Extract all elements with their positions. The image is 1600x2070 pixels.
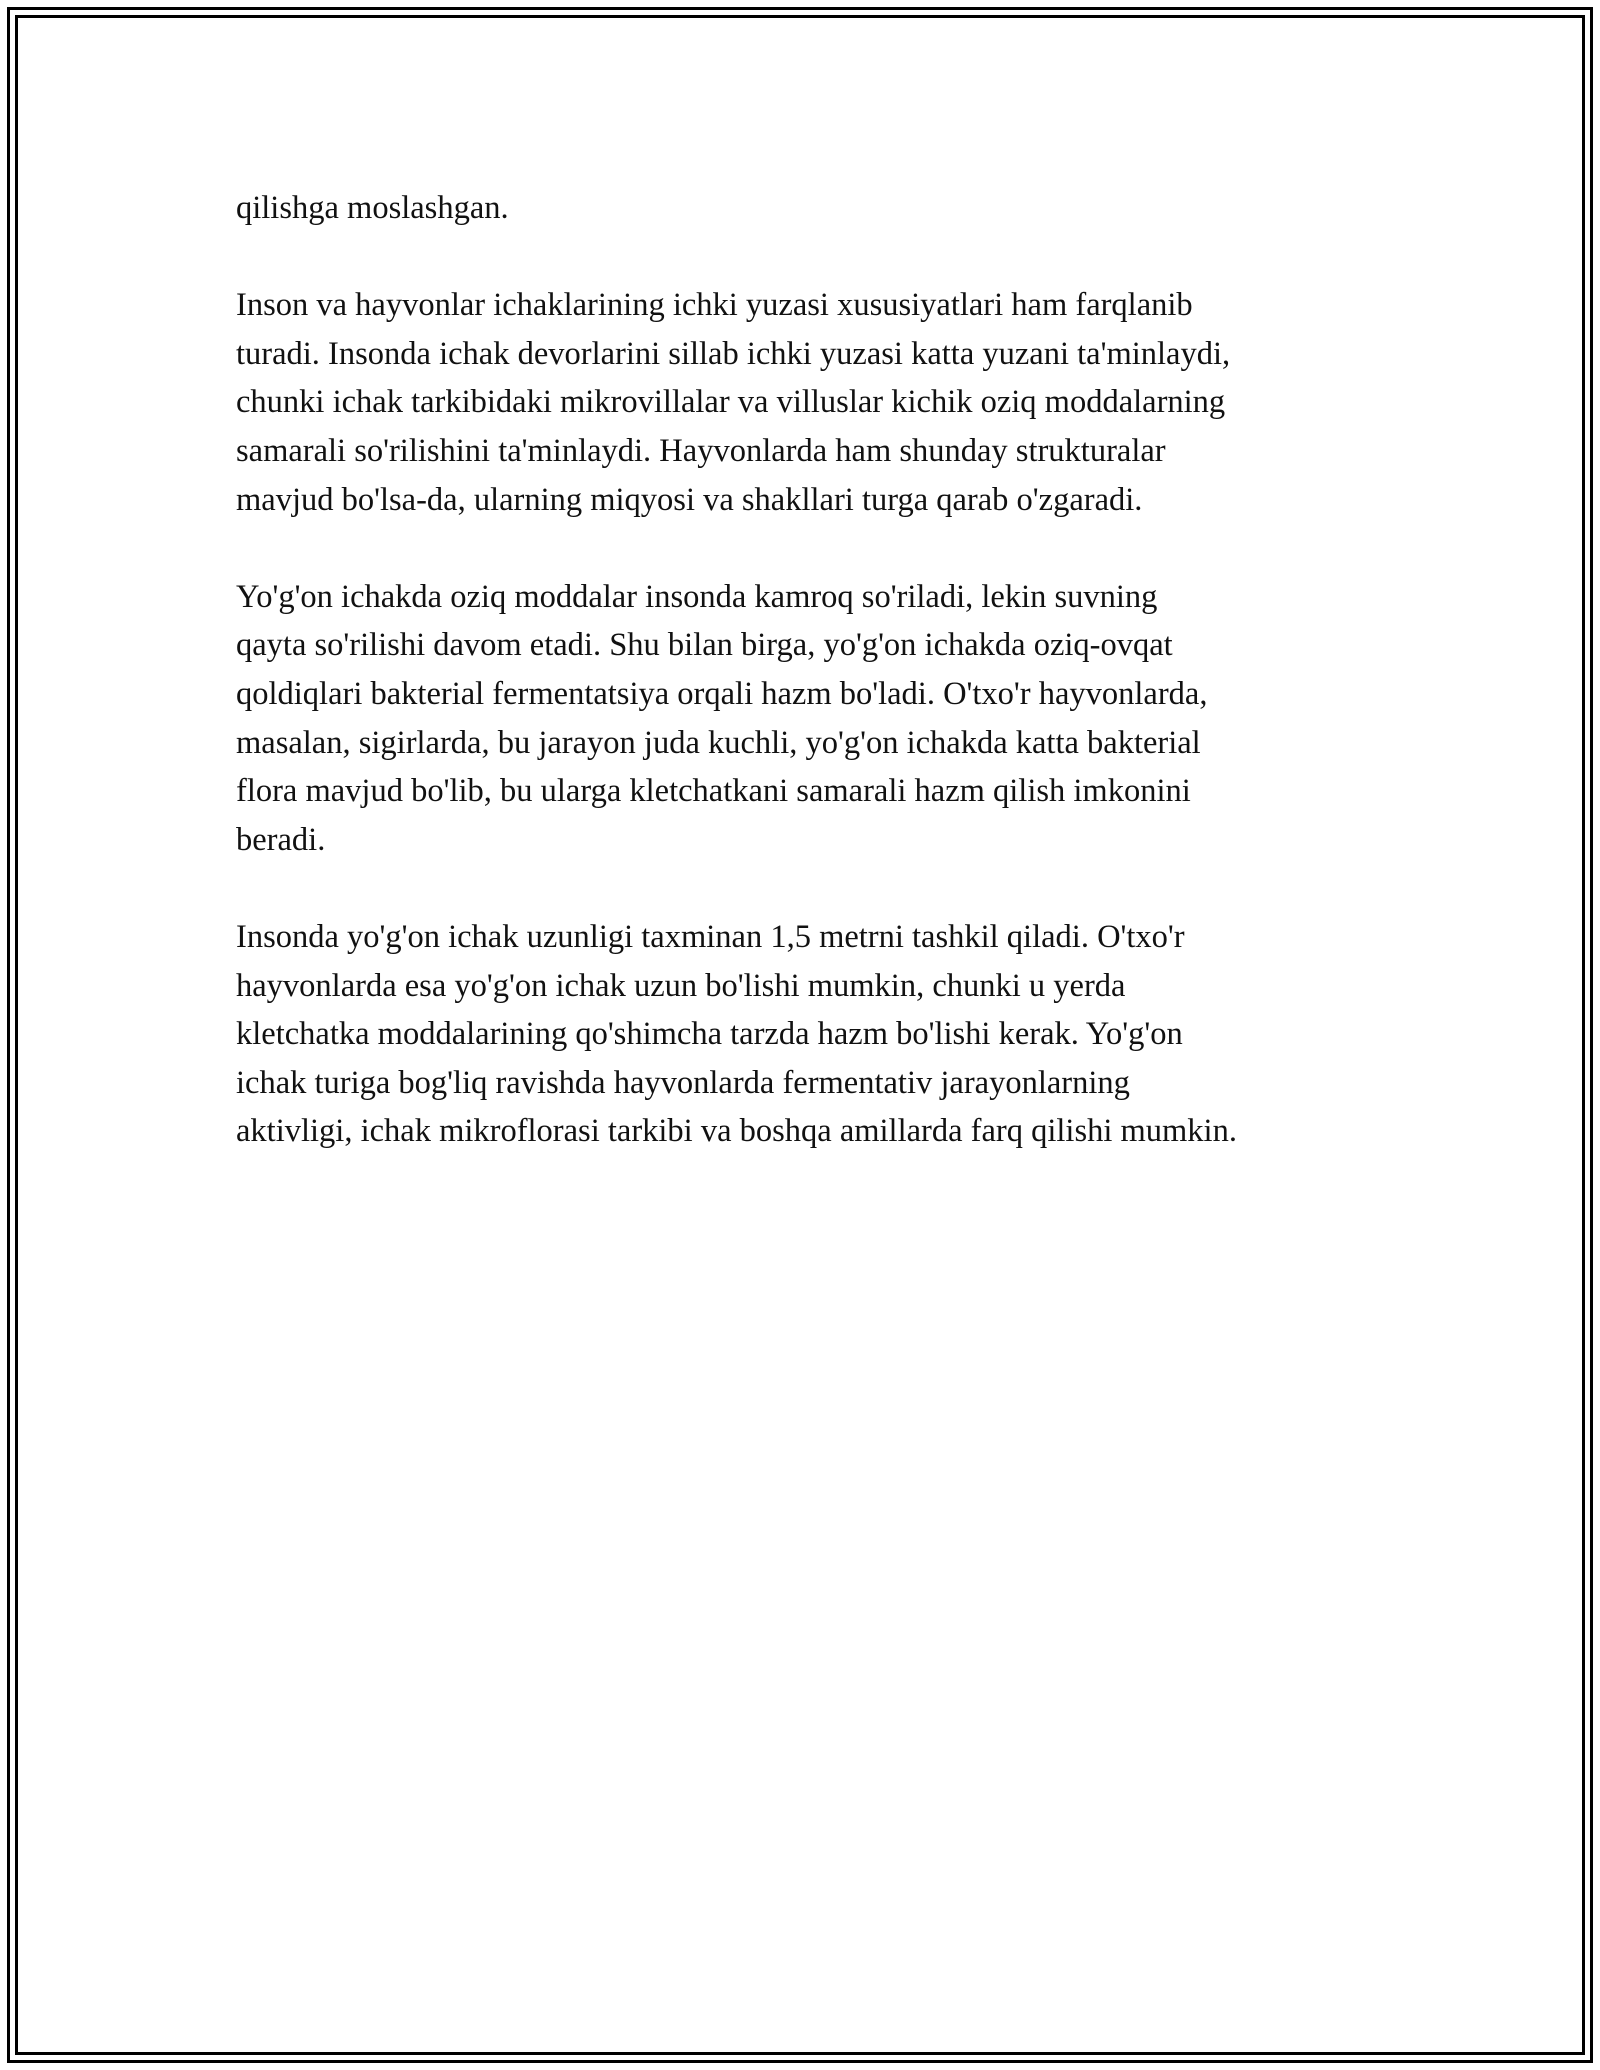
paragraph-2 (236, 281, 1416, 524)
text-line: qayta so'rilishi davom etadi. Shu bilan birga, yo'g'on ichakda oziq-ovqat (236, 627, 1173, 664)
text-line: qilishga moslashgan. (236, 190, 509, 226)
paragraph-4 (236, 913, 1416, 1156)
text-line: Yo'g'on ichakda oziq moddalar insonda kamroq so'riladi, lekin suvning (236, 578, 1158, 615)
text-line: mavjud bo'lsa-da, ularning miqyosi va shakllari turga qarab o'zgaradi. (236, 481, 1143, 518)
text-line: masalan, sigirlarda, bu jarayon juda kuchli, yo'g'on ichakda katta bakterial (236, 724, 1201, 761)
text-line: samarali so'rilishini ta'minlaydi. Hayvonlarda ham shunday strukturalar (236, 432, 1166, 469)
text-line: aktivligi, ichak mikroflorasi tarkibi va boshqa amillarda farq qilishi mumkin. (236, 1113, 1237, 1150)
text-line: Inson va hayvonlar ichaklarining ichki yuzasi xususiyatlari ham farqlanib (236, 287, 1193, 324)
text-line: ichak turiga bog'liq ravishda hayvonlarda fermentativ jarayonlarning (236, 1064, 1130, 1101)
text-line: beradi. (236, 821, 326, 858)
text-line: hayvonlarda esa yo'g'on ichak uzun bo'lishi mumkin, chunki u yerda (236, 967, 1126, 1004)
paragraph-3 (236, 573, 1416, 865)
text-line: flora mavjud bo'lib, bu ularga kletchatkani samarali hazm qilish imkonini (236, 773, 1191, 810)
text-line: kletchatka moddalarining qo'shimcha tarzda hazm bo'lishi kerak. Yo'g'on (236, 1016, 1183, 1053)
document-body (236, 184, 1416, 1204)
text-line: turadi. Insonda ichak devorlarini sillab ichki yuzasi katta yuzani ta'minlaydi, (236, 335, 1231, 372)
text-line: qoldiqlari bakterial fermentatsiya orqali hazm bo'ladi. O'txo'r hayvonlarda, (236, 675, 1208, 712)
text-line: chunki ichak tarkibidaki mikrovillalar va villuslar kichik oziq moddalarning (236, 384, 1226, 421)
text-line: Insonda yo'g'on ichak uzunligi taxminan 1,5 metrni tashkil qiladi. O'txo'r (236, 918, 1185, 955)
paragraph-1 (236, 184, 1416, 233)
